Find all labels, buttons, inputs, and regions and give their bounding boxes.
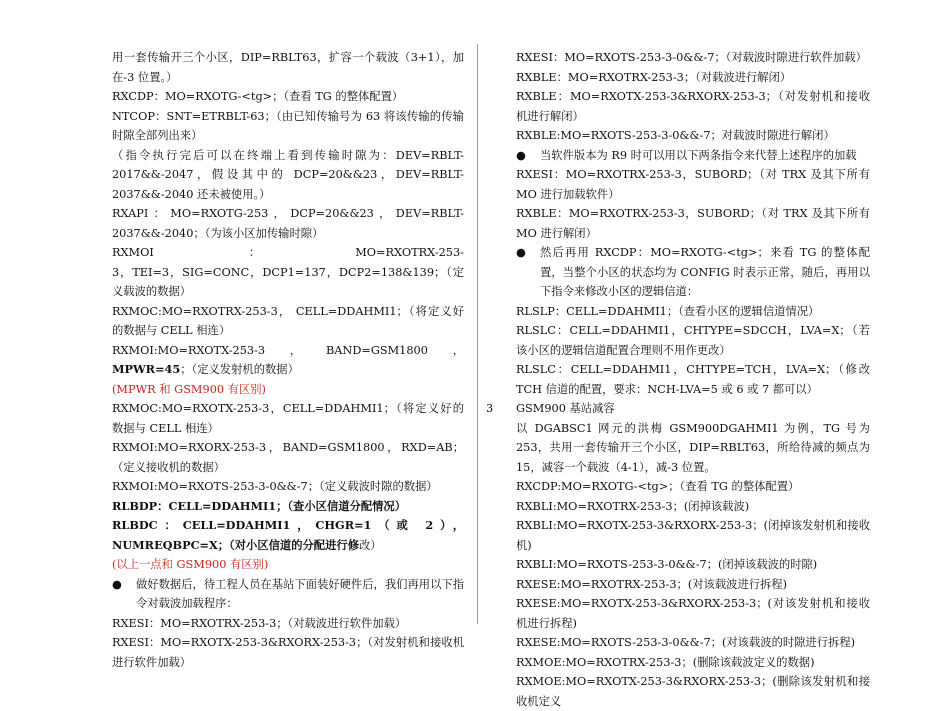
left-column	[112, 48, 464, 672]
bullet-item	[112, 575, 464, 614]
text-line: RXMOC:MO=RXOTX-253-3，CELL=DDAHMI1；（将定义好的数据与 CELL 相连）	[112, 402, 464, 435]
text-line: RXCDP：MO=RXOTG-<tg>；（查看 TG 的整体配置）	[112, 90, 404, 103]
right-column	[486, 48, 870, 711]
text-line: RXBLE：MO=RXOTRX-253-3，SUBORD；（对 TRX 及其下所有 MO 进行解闭）	[516, 207, 870, 240]
text-line: RXESI：MO=RXOTX-253-3&RXORX-253-3；（对发射机和接收机进行软件加载）	[112, 636, 464, 669]
text-line: RLSLC：CELL=DDAHMI1，CHTYPE=TCH，LVA=X；（修改 TCH 信道的配置，要求：NCH-LVA=5 或 6 或 7 都可以）	[516, 363, 870, 396]
text-line: RLSLP：CELL=DDAHMI1；（查看小区的逻辑信道情况）	[516, 304, 820, 318]
text-line	[112, 341, 464, 380]
bullet-icon: ●	[112, 577, 122, 591]
bullet-icon: ●	[516, 246, 526, 259]
section-heading	[486, 399, 870, 419]
column-divider	[477, 44, 478, 624]
text-line: RXMOE:MO=RXOTX-253-3&RXORX-253-3；(删除该发射机和接收机定义	[516, 675, 870, 708]
text-line: RXMOI:MO=RXOTS-253-3-0&&-7；（定义载波时隙的数据）	[112, 480, 438, 493]
text-line: RXESE:MO=RXOTRX-253-3；(对该载波进行拆程)	[516, 577, 788, 591]
text-line: RXESE:MO=RXOTX-253-3&RXORX-253-3；(对该发射机和接收机进行拆程)	[516, 597, 870, 630]
text-line: RLSLC：CELL=DDAHMI1，CHTYPE=SDCCH，LVA=X；（若该小区的逻辑信道配置合理则不用作更改）	[516, 324, 870, 357]
bullet-text: 做好数据后，待工程人员在基站下面装好硬件后，我们再用以下指令对载波加载程序：	[136, 577, 464, 610]
text-line: RXAPI：MO=RXOTG-253，DCP=20&&23，DEV=RBLT-2037&&-2040；（为该小区加传输时隙）	[112, 207, 464, 240]
text-line	[112, 516, 464, 555]
text-line: RXBLI:MO=RXOTS-253-3-0&&-7；(闭掉该载波的时隙)	[516, 558, 818, 571]
text-line: RXMOI:MO=RXORX-253-3，BAND=GSM1800，RXD=AB；（定义接收机的数据）	[112, 441, 464, 474]
text-line: RXESE:MO=RXOTS-253-3-0&&-7；(对该载波的时隙进行拆程)	[516, 636, 856, 649]
text-fragment: MO=RXOTRX-253-	[355, 246, 464, 259]
rxmoi-trx-line	[112, 243, 464, 263]
text-line: 以 DGABSC1 网元的洪梅 GSM900DGAHMI1 为例，TG 号为 253，共用一套传输开三个小区，DIP=RBLT63，所给待减的频点为 15，减容一个载波（4-1），减-3 位置。	[516, 421, 870, 474]
section-title: GSM900 基站减容	[516, 402, 615, 415]
text-fragment: ；（定义发射机的数据）	[180, 363, 299, 376]
text-line: 用一套传输开三个小区，DIP=RBLT63，扩容一个载波（3+1），加在-3 位置。）	[112, 51, 464, 84]
text-line: RXESI：MO=RXOTS-253-3-0&&-7；（对载波时隙进行软件加载）	[516, 51, 867, 64]
bullet-text: 然后再用 RXCDP：MO=RXOTG-<tg>；来看 TG 的整体配置，当整个小区的状态均为 CONFIG 时表示正常，随后，再用以下指令来修改小区的逻辑信道：	[540, 246, 870, 298]
text-line: NTCOP：SNT=ETRBLT-63；（由已知传输号为 63 将该传输的传输时隙全部列出来）	[112, 109, 464, 142]
text-line: RXMOE:MO=RXOTRX-253-3；(删除该载波定义的数据)	[516, 655, 815, 669]
red-note: (以上一点和 GSM900 有区别)	[112, 558, 269, 571]
bold-command: RLBDC：CELL=DDAHMI1，CHGR=1（或 2），NUMREQBPC=X；（对小区信道的分配进行修	[112, 518, 464, 552]
text-line: （指令执行完后可以在终端上看到传输时隙为：DEV=RBLT-2017&&-2047，假设其中的 DCP=20&&23，DEV=RBLT-2037&&-2040 还未被使用。）	[112, 148, 464, 201]
text-fragment: ：	[248, 246, 261, 259]
text-fragment: RXMOI:MO=RXOTX-253-3，BAND=GSM1800，	[112, 343, 464, 357]
text-line: RXESI：MO=RXOTRX-253-3，SUBORD；（对 TRX 及其下所有 MO 进行加载软件）	[516, 168, 870, 201]
bullet-item	[516, 243, 870, 302]
text-line: RXBLI:MO=RXOTX-253-3&RXORX-253-3；(闭掉该发射机和接收机)	[516, 519, 870, 552]
text-line: RXESI：MO=RXOTRX-253-3；（对载波进行软件加载）	[112, 616, 407, 630]
bullet-item	[516, 146, 870, 166]
section-number: 3	[486, 402, 494, 415]
text-line: RXBLE：MO=RXOTRX-253-3；（对载波进行解闭）	[516, 70, 792, 84]
bold-command: RLBDP：CELL=DDAHMI1；（查小区信道分配情况）	[112, 498, 407, 513]
mpwr-value: MPWR=45	[112, 362, 181, 376]
text-fragment: 改）	[359, 538, 382, 552]
text-line: RXBLE：MO=RXOTX-253-3&RXORX-253-3；（对发射机和接收机进行解闭）	[516, 90, 870, 123]
red-note: (MPWR 和 GSM900 有区别)	[112, 382, 266, 396]
text-fragment: RXMOI	[112, 246, 154, 259]
text-line: RXBLI:MO=RXOTRX-253-3；(闭掉该载波)	[516, 499, 750, 513]
bullet-icon: ●	[516, 148, 526, 162]
text-line: RXMOC:MO=RXOTRX-253-3， CELL=DDAHMI1；（将定义好的数据与 CELL 相连）	[112, 304, 464, 337]
text-line: 3，TEI=3，SIG=CONC，DCP1=137，DCP2=138&139；（定义载波的数据）	[112, 265, 464, 298]
bullet-text: 当软件版本为 R9 时可以用以下两条指令来代替上述程序的加载	[540, 148, 857, 162]
text-line: RXCDP:MO=RXOTG-<tg>；（查看 TG 的整体配置）	[516, 480, 800, 493]
text-line: RXBLE:MO=RXOTS-253-3-0&&-7；对载波时隙进行解闭）	[516, 129, 835, 142]
